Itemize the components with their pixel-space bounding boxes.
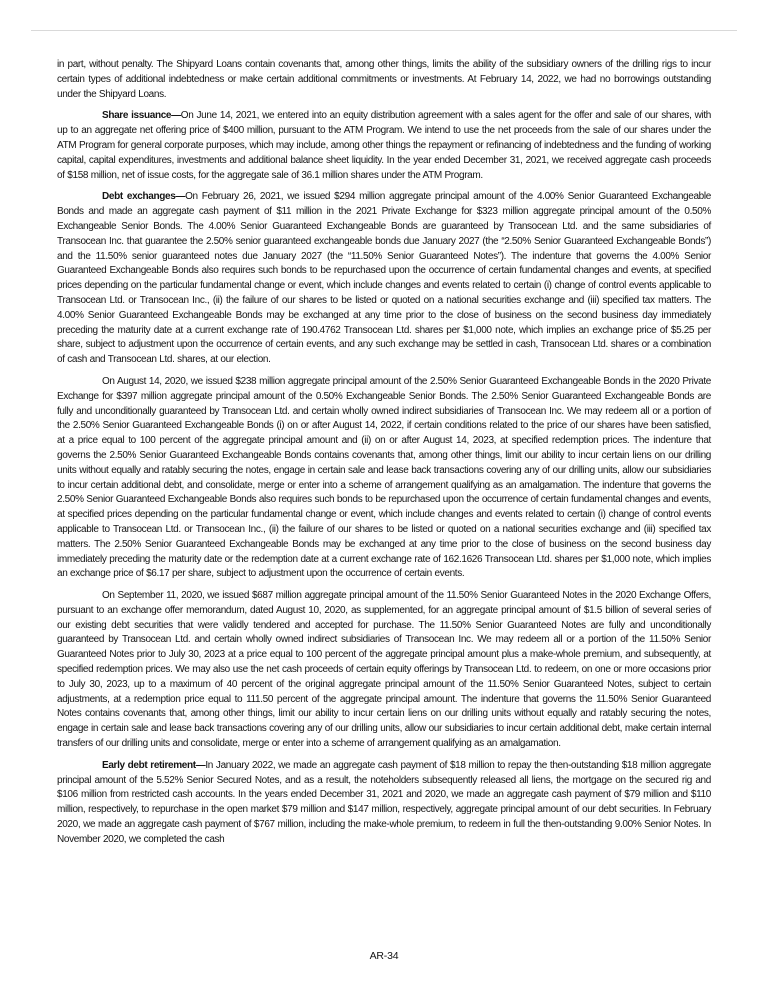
paragraph-text: In January 2022, we made an aggregate cash payment of $18 million to repay the then-outstanding $18 million aggregate principal amount of the 5.52% Senior Secured Notes, and as a result, the noteholders subsequently released all liens, the mortgage on the secured rig and $106 million from restricted cash accounts. In the years ended December 31, 2021 and 2020, we made an aggregate cash payment of $79 million and $110 million, respectively, to repurchase in the open market $79 million and $147 million, respectively, aggregate principal amount of our debt securities. In February 2020, we made an aggregate cash payment of $767 million, including the make-whole premium, to redeem in full the then-outstanding 9.00% Senior Notes. In November 2020, we completed the cash	[57, 759, 711, 845]
paragraph-share-issuance	[57, 109, 711, 183]
paragraph-debt-exchanges	[57, 190, 711, 368]
paragraph-september-2020-exchange	[57, 589, 711, 752]
header-rule-divider	[31, 30, 737, 31]
paragraph-early-debt-retirement	[57, 759, 711, 848]
paragraph-text: On June 14, 2021, we entered into an equity distribution agreement with a sales agent for the offer and sale of our shares, with up to an aggregate net offering price of $400 million, pursuant to the ATM Program. We intend to use the net proceeds from the sale of our shares under the ATM Program for general corporate purposes, which may include, among other things the repayment or refinancing of indebtedness and the funding of working capital, capital expenditures, investments and additional balance sheet liquidity. In the year ended December 31, 2021, we received aggregate cash proceeds of $158 million, net of issue costs, for the aggregate sale of 36.1 million shares under the ATM Program.	[57, 110, 712, 181]
paragraph-shipyard-loans	[57, 58, 711, 102]
paragraph-text: On August 14, 2020, we issued $238 million aggregate principal amount of the 2.50% Senior Guaranteed Exchangeable Bonds in the 2020 Private Exchange for $397 million aggregate principal amount of the 0.50% Exchangeable Senior Bonds. The 2.50% Senior Guaranteed Exchangeable Bonds are fully and unconditionally guaranteed by Transocean Ltd. and certain wholly owned indirect subsidiaries of Transocean Inc. We may redeem all or a portion of the 2.50% Senior Guaranteed Exchangeable Bonds (i) on or after August 14, 2022, if certain conditions related to the price of our shares have been satisfied, at a price equal to 100 percent of the aggregate principal amount and (ii) on or after August 14, 2023, at specified redemption prices. The indenture that governs the 2.50% Senior Guaranteed Exchangeable Bonds contains covenants that, among other things, limit our ability to incur certain liens on our drilling units without equally and ratably securing the notes, engage in certain sale and lease back transactions covering any of our drilling units, allow our subsidiaries to incur certain additional debt, and consolidate, merge or enter into a scheme of arrangement qualifying as an amalgamation. The indenture that governs the 2.50% Senior Guaranteed Exchangeable Bonds also requires such bonds to be repurchased upon the occurrence of certain fundamental changes and events, at specified prices depending on the particular fundamental change or event, which include changes and events related to certain (i) change of control events applicable to Transocean Ltd. or Transocean Inc., (ii) the failure of our shares to be listed or quoted on a national securities exchange and (iii) specified tax matters. The 2.50% Senior Guaranteed Exchangeable Bonds may be exchanged at any time prior to the close of business on the second business day immediately preceding the maturity date or the redemption date at a current exchange rate of 162.1626 Transocean Ltd. shares per $1,000 note, which implies an exchange price of $6.17 per share, subject to adjustment upon the occurrence of certain events.	[57, 375, 711, 580]
paragraph-text: On September 11, 2020, we issued $687 million aggregate principal amount of the 11.50% Senior Guaranteed Notes in the 2020 Exchange Offers, pursuant to an exchange offer memorandum, dated August 10, 2020, as supplemented, for an aggregate principal amount of $1.5 billion of several series of our existing debt securities that were validly tendered and accepted for purchase. The 11.50% Senior Guaranteed Notes are fully and unconditionally guaranteed by Transocean Ltd. and certain wholly owned indirect subsidiaries of Transocean Inc. We may redeem all or a portion of the 11.50% Senior Guaranteed Notes prior to July 30, 2023 at a price equal to 100 percent of the aggregate principal amount plus a make-whole premium, and subsequently, at specified redemption prices. We may also use the net cash proceeds of certain equity offerings by Transocean Ltd. to redeem, on one or more occasions prior to July 30, 2023, up to a maximum of 40 percent of the original aggregate principal amount of the 11.50% Senior Guaranteed Notes, subject to certain adjustments, at a redemption price equal to 111.50 percent of the aggregate principal amount. The indenture that governs the 11.50% Senior Guaranteed Notes contains covenants that, among other things, limit our ability to incur certain liens on our drilling units without equally and ratably securing the notes, engage in certain sale and lease back transactions covering any of our drilling units, allow our subsidiaries to incur certain additional debt, make certain internal transfers of our drilling units and consolidate, merge or enter into a scheme of arrangement qualifying as an amalgamation.	[57, 590, 711, 750]
paragraph-lead: Debt exchanges—	[102, 191, 186, 203]
page-number: AR-34	[369, 950, 399, 962]
paragraph-text: On February 26, 2021, we issued $294 million aggregate principal amount of the 4.00% Senior Guaranteed Exchangeable Bonds and made an aggregate cash payment of $11 million in the 2021 Private Exchange for $323 million aggregate principal amount of the 0.50% Exchangeable Senior Bonds. The 4.00% Senior Guaranteed Exchangeable Bonds are guaranteed by Transocean Ltd. and the same subsidiaries of Transocean Inc. that guarantee the 2.50% senior guaranteed exchangeable bonds due January 2027 (the “2.50% Senior Guaranteed Exchangeable Bonds”) and the 11.50% senior guaranteed notes due January 2027 (the “11.50% Senior Guaranteed Notes”). The indenture that governs the 4.00% Senior Guaranteed Exchangeable Bonds also requires such bonds to be repurchased upon the occurrence of certain fundamental changes and events, at specified prices depending on the particular fundamental change or event, which include changes and events related to certain (i) change of control events applicable to Transocean Ltd. or Transocean Inc., (ii) the failure of our shares to be listed or quoted on a national securities exchange and (iii) specified tax matters. The 4.00% Senior Guaranteed Exchangeable Bonds may be exchanged at any time prior to the close of business on the second business day immediately preceding the maturity date at a current exchange rate of 190.4762 Transocean Ltd. shares per $1,000 note, which implies an exchange price of $5.25 per share, subject to adjustment upon the occurrence of certain events, and any such exchange may be settled in cash, Transocean Ltd. shares or a combination of cash and Transocean Ltd. shares, at our election.	[57, 191, 711, 366]
paragraph-text: in part, without penalty. The Shipyard Loans contain covenants that, among other things, limits the ability of the subsidiary owners of the drilling rigs to incur certain types of additional indebtedness or make certain additional commitments or investments. At February 14, 2022, we had no borrowings outstanding under the Shipyard Loans.	[57, 59, 711, 100]
paragraph-lead: Share issuance—	[102, 110, 181, 122]
paragraph-lead: Early debt retirement—	[102, 759, 206, 771]
paragraph-august-2020-exchange	[57, 375, 711, 582]
document-body	[57, 58, 711, 855]
